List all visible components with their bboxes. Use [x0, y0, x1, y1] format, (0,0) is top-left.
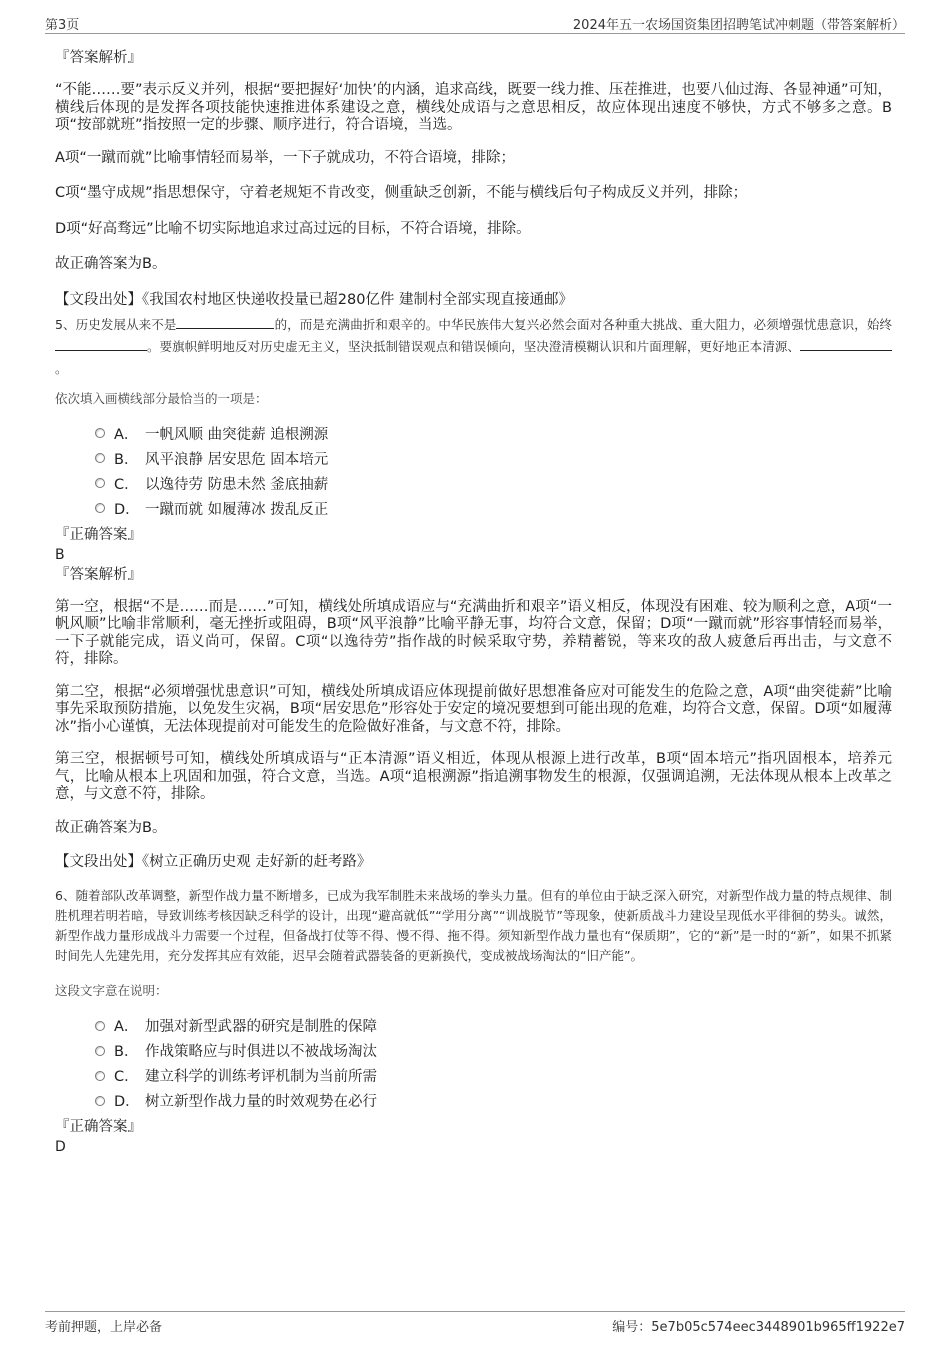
q5-options — [95, 421, 892, 521]
radio-icon[interactable] — [95, 428, 105, 438]
radio-icon[interactable] — [95, 1096, 105, 1106]
document-title: 2024年五一农场国资集团招聘笔试冲刺题（带答案解析） — [572, 18, 905, 33]
q5-conclusion: 故正确答案为B。 — [55, 819, 167, 836]
radio-icon[interactable] — [95, 453, 105, 463]
page-content — [55, 48, 892, 1155]
q6-correct-label: 『正确答案』 — [55, 1119, 142, 1135]
q5-analysis-para-3: 第三空，根据顿号可知，横线处所填成语与“正本清源”语义相近，体现从根源上进行改革，B项“固本培元”指巩固根本，培养元气，比喻从根本上巩固和加强，符合文意，当选。A项“追根溯源”指追溯事物发生的根源，仅强调追溯，无法体现从根本上改革之意，与文意不符，排除。 — [55, 751, 892, 802]
q4-source: 【文段出处】《我国农村地区快递收投量已超280亿件 建制村全部实现直接通邮》 — [55, 291, 574, 308]
q5-source: 【文段出处】《树立正确历史观 走好新的赶考路》 — [55, 854, 372, 870]
q5-question: 5、历史发展从来不是 的，而是充满曲折和艰辛的。中华民族伟大复兴必然会面对各种重大挑战、重大阻力，必须增强忧患意识，始终。要旗帜鲜明地反对历史虚无主义，坚決抵制错误观点和错误倾向，坚决澄清模糊认识和片面理解，更好地正本清源、。 — [55, 316, 892, 376]
q5-analysis-label: 『答案解析』 — [55, 566, 142, 583]
q6-option-b[interactable]: B． 作战策略应与时俱进以不被战场淘汰 — [95, 1038, 892, 1063]
q6-prompt: 这段文字意在说明： — [55, 983, 168, 998]
document-id: 编号：5e7b05c574eec3448901b965ff1922e7 — [612, 1320, 905, 1335]
q5-correct-answer: B — [55, 546, 65, 563]
q5-option-a[interactable]: A． 一帆风顺 曲突徙薪 追根溯源 — [95, 421, 892, 446]
page-header — [45, 12, 905, 34]
q6-option-c[interactable]: C． 建立科学的训练考评机制为当前所需 — [95, 1063, 892, 1088]
q6-option-d[interactable]: D． 树立新型作战力量的时效观势在必行 — [95, 1088, 892, 1113]
radio-icon[interactable] — [95, 1046, 105, 1056]
q6-question: 6、随着部队改革调整，新型作战力量不断增多，已成为我军制胜未来战场的拳头力量。但有的单位由于缺乏深入研究，对新型作战力量的特点规律、制胜机理若明若暗，导致训练考核因缺乏科学的设计，出现“避高就低”“学用分离”“训战脱节”等现象，使新质战斗力建设呈现低水平徘徊的势头。诚然，新型作战力量形成战斗力需要一个过程，但备战打仗等不得、慢不得、拖不得。须知新型作战力量也有“保质期”，它的“新”是一时的“新”，如果不抓紧时间先人先建先用，充分发挥其应有效能，迟早会随着武器装备的更新换代，变成被战场淘汰的“旧产能”。 — [55, 888, 892, 963]
q4-analysis-label: 『答案解析』 — [55, 50, 142, 66]
q5-analysis-para-1: 第一空，根据“不是……而是……”可知，横线处所填成语应与“充满曲折和艰辛”语义相反，体现没有困难、较为顺利之意，A项“一帆风顺”比喻非常顺利，毫无挫折或阻碍，B项“风平浪静”比喻平静无事，均符合文意，保留；D项“一蹴而就”形容事情轻而易举，一下子就能完成，语义尚可，保留。C项“以逸待劳”指作战的时候采取守势，养精蓄锐，等来攻的敌人疲惫后再出击，与文意不符，排除。 — [55, 598, 892, 667]
q5-option-b[interactable]: B． 风平浪静 居安思危 固本培元 — [95, 446, 892, 471]
q4-analysis-para-2: A项“一蹴而就”比喻事情轻而易举，一下子就成功，不符合语境，排除； — [55, 149, 515, 166]
q5-option-c[interactable]: C． 以逸待劳 防患未然 釜底抽薪 — [95, 471, 892, 496]
q4-analysis-para-1: “不能……要”表示反义并列，根据“要把握好‘加快’的内涵，追求高线，既要一线力推、压茬推进，也要八仙过海、各显神通”可知，横线后体现的是发挥各项技能快速推进体系建设之意，横线处成语与之意思相反，故应体现出速度不够快，方式不够多之意。B项“按部就班”指按照一定的步骤、顺序进行，符合语境，当选。 — [55, 82, 892, 133]
page-footer — [45, 1311, 905, 1333]
q6-option-a[interactable]: A． 加强对新型武器的研究是制胜的保障 — [95, 1013, 892, 1038]
q6-correct-answer: D — [55, 1139, 66, 1155]
q5-correct-label: 『正确答案』 — [55, 526, 142, 543]
radio-icon[interactable] — [95, 478, 105, 488]
radio-icon[interactable] — [95, 1071, 105, 1081]
page-number: 第3页 — [45, 18, 80, 33]
q4-conclusion: 故正确答案为B。 — [55, 256, 167, 272]
q5-option-d[interactable]: D． 一蹴而就 如履薄冰 拨乱反正 — [95, 496, 892, 521]
q5-blank-2 — [55, 339, 147, 351]
radio-icon[interactable] — [95, 1021, 105, 1031]
radio-icon[interactable] — [95, 503, 105, 513]
q5-blank-1 — [176, 317, 274, 329]
q4-analysis-para-3: C项“墨守成规”指思想保守，守着老规矩不肯改变，侧重缺乏创新，不能与横线后句子构成反义并列，排除； — [55, 185, 748, 201]
footer-slogan: 考前押题，上岸必备 — [45, 1320, 163, 1335]
q5-blank-3 — [800, 339, 892, 351]
q5-analysis-para-2: 第二空，根据“必须增强忧患意识”可知，横线处所填成语应体现提前做好思想准备应对可能发生的危险之意，A项“曲突徙薪”比喻事先采取预防措施，以免发生灾祸，B项“居安思危”形容处于安定的境况要想到可能出现的危难，均符合文意，保留。D项“如履薄冰”指小心谨慎，无法体现提前对可能发生的危险做好准备，与文意不符，排除。 — [55, 683, 892, 735]
q4-analysis-para-4: D项“好高骛远”比喻不切实际地追求过高过远的目标，不符合语境，排除。 — [55, 220, 531, 237]
q5-prompt: 依次填入画横线部分最恰当的一项是： — [55, 390, 268, 406]
q6-options — [95, 1013, 892, 1113]
